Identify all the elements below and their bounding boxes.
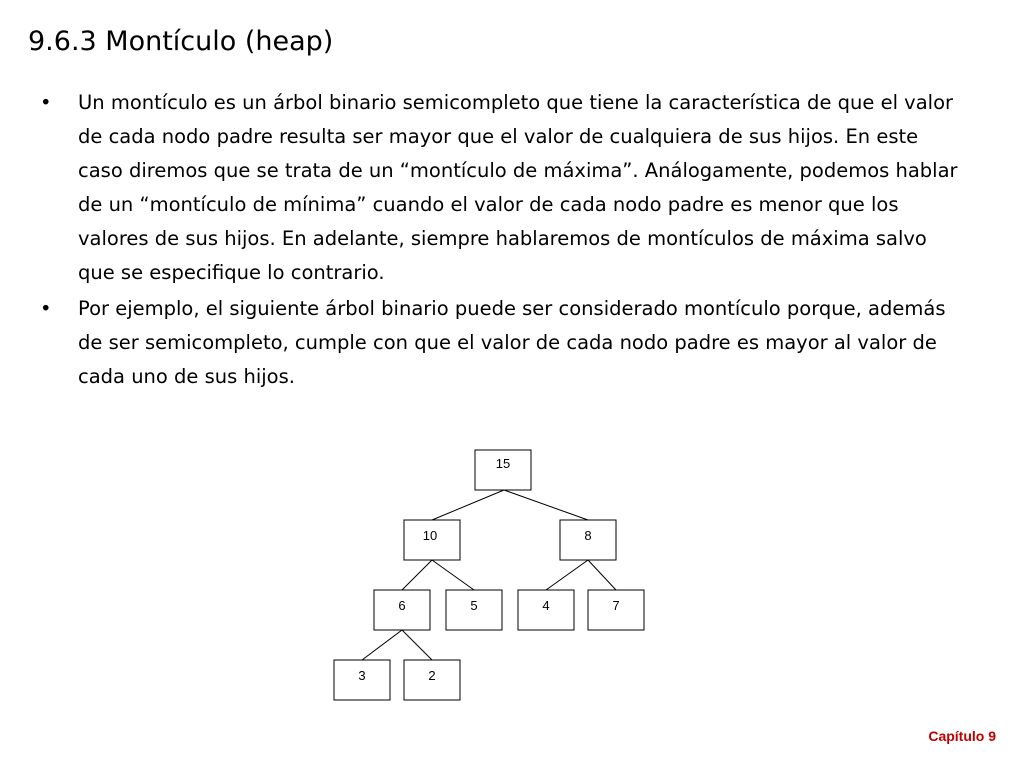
node-label: 3 <box>358 668 366 683</box>
bullet-text: Por ejemplo, el siguiente árbol binario puede ser considerado montículo porque, además de ser semicompleto, cumple con que el valor de cada nodo padre es mayor al valor de cada uno de sus hijos. <box>78 297 946 388</box>
bullet-icon: • <box>40 91 52 114</box>
chapter-label: Capítulo 9 <box>928 728 996 744</box>
tree-node <box>588 590 644 630</box>
node-label: 2 <box>428 668 436 683</box>
tree-node <box>446 590 502 630</box>
edge-8-4 <box>546 560 588 590</box>
tree-node <box>374 590 430 630</box>
node-label: 15 <box>495 456 511 471</box>
node-label: 6 <box>398 598 406 613</box>
slide-title: 9.6.3 Montículo (heap) <box>28 26 334 57</box>
node-label: 7 <box>612 598 620 613</box>
tree-node <box>560 520 616 560</box>
edge-6-2 <box>402 630 432 660</box>
node-label: 5 <box>470 598 478 613</box>
edge-10-6 <box>402 560 432 590</box>
tree-node <box>518 590 574 630</box>
node-label: 4 <box>542 598 550 613</box>
tree-node <box>475 450 531 490</box>
edge-10-5 <box>432 560 474 590</box>
edge-6-3 <box>362 630 402 660</box>
node-label: 10 <box>422 528 438 543</box>
edge-15-8 <box>504 490 588 520</box>
bullet-icon: • <box>40 297 52 320</box>
tree-node <box>404 520 460 560</box>
edge-8-7 <box>588 560 616 590</box>
node-label: 8 <box>584 528 592 543</box>
tree-node <box>404 660 460 700</box>
tree-node <box>334 660 390 700</box>
bullet-text: Un montículo es un árbol binario semicompleto que tiene la característica de que el valor de cada nodo padre resulta ser mayor que el valor de cualquiera de sus hijos. En este caso diremos que se trata de un “montículo de máxima”. Análogamente, podemos hablar de un “montículo de mínima” cuando el valor de cada nodo padre es menor que los valores de sus hijos. En adelante, siempre hablaremos de montículos de máxima salvo que se especifique lo contrario. <box>78 91 958 284</box>
edge-15-10 <box>432 490 504 520</box>
